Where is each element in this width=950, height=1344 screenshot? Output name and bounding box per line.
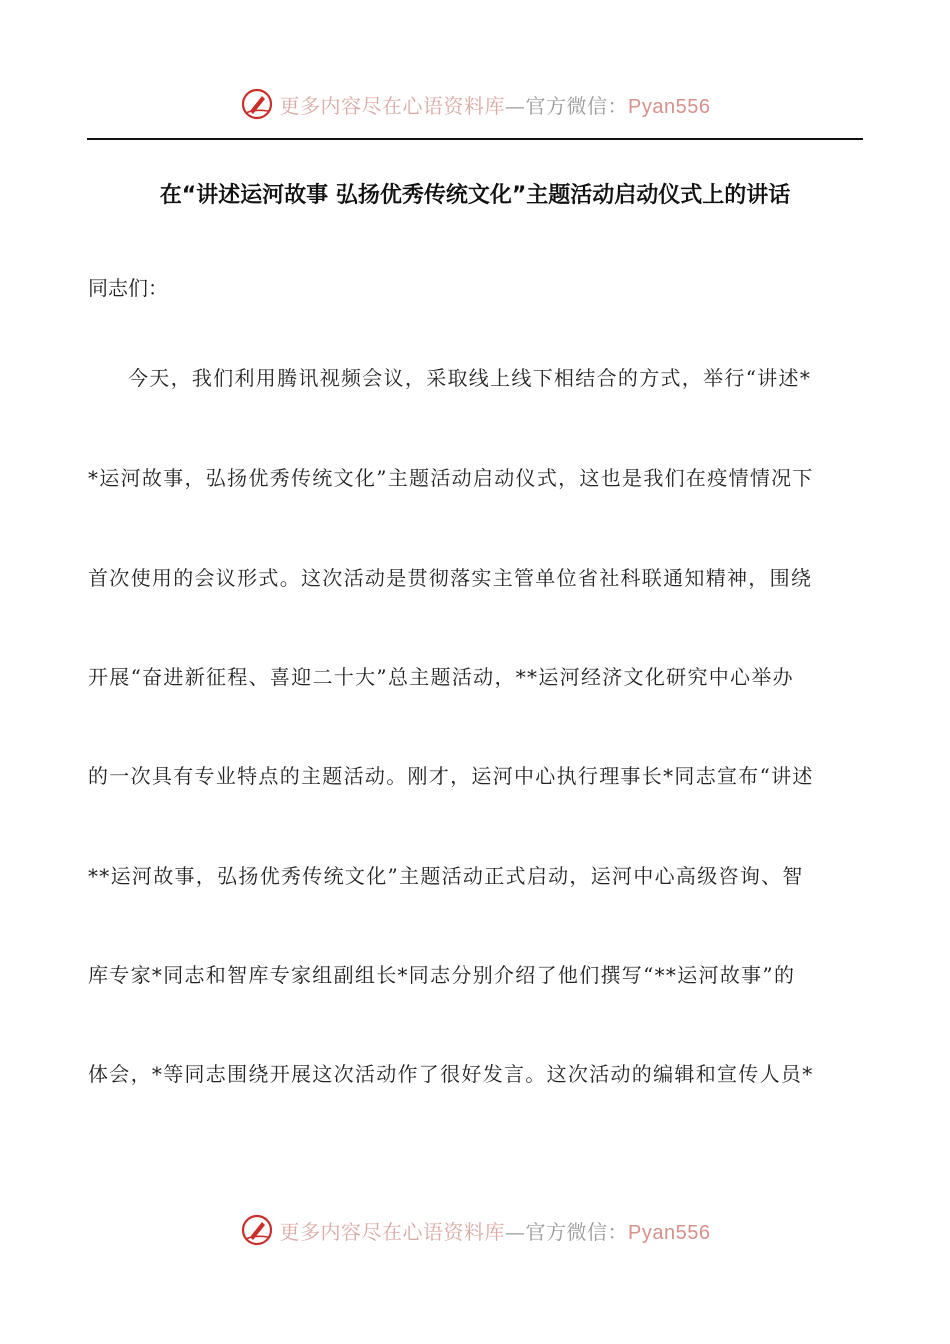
salutation: 同志们： <box>88 276 168 300</box>
page-title: 在“讲述运河故事 弘扬优秀传统文化”主题活动启动仪式上的讲话 <box>159 183 791 208</box>
body-line: *运河故事，弘扬优秀传统文化”主题活动启动仪式，这也是我们在疫情情况下 <box>88 466 814 490</box>
body-line: 今天，我们利用腾讯视频会议，采取线上线下相结合的方式，举行“讲述* <box>128 366 812 390</box>
banner-text: 更多内容尽在心语资料库—官方微信：Pyan556 <box>279 93 711 118</box>
body-line: 体会，*等同志围绕开展这次活动作了很好发言。这次活动的编辑和宣传人员* <box>88 1062 814 1086</box>
header-divider <box>87 138 863 140</box>
body-line: 的一次具有专业特点的主题活动。刚才，运河中心执行理事长*同志宣布“讲述 <box>88 764 814 788</box>
banner-text: 更多内容尽在心语资料库—官方微信：Pyan556 <box>279 1219 711 1244</box>
body-line: **运河故事，弘扬优秀传统文化”主题活动正式启动，运河中心高级咨询、智 <box>88 864 804 888</box>
body-line: 开展“奋进新征程、喜迎二十大”总主题活动，**运河经济文化研究中心举办 <box>88 665 794 689</box>
body-line: 库专家*同志和智库专家组副组长*同志分别介绍了他们撰写“**运河故事”的 <box>88 963 796 987</box>
body-line: 首次使用的会议形式。这次活动是贯彻落实主管单位省社科联通知精神，围绕 <box>88 566 813 590</box>
pen-logo-icon <box>240 87 274 121</box>
header-banner <box>0 84 950 124</box>
pen-logo-icon <box>240 1213 274 1247</box>
footer-banner <box>0 1210 950 1250</box>
